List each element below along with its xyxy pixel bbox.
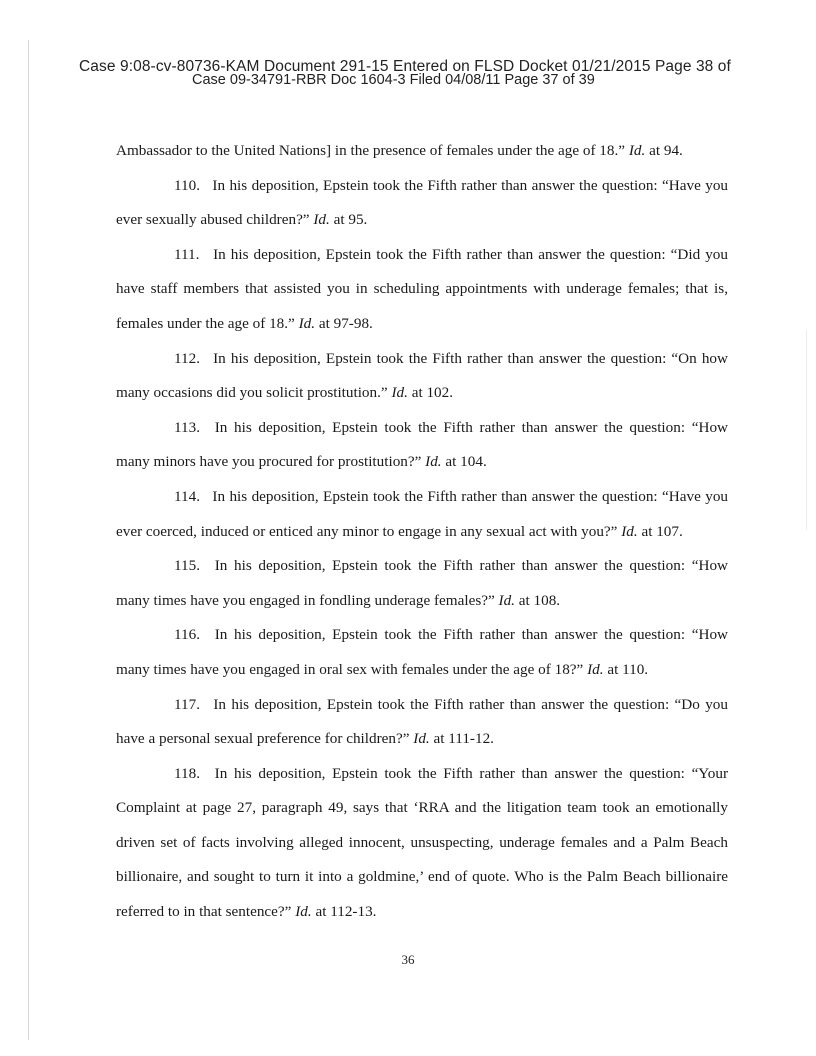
court-header-line-1: Case 9:08-cv-80736-KAM Document 291-15 Entered on FLSD Docket 01/21/2015 Page 38 of xyxy=(79,58,731,75)
id-citation: Id. xyxy=(587,660,604,678)
id-citation: Id. xyxy=(413,730,430,748)
paragraph-number: 114. xyxy=(174,487,201,505)
paragraph-text: In his deposition, Epstein took the Fifth rather than answer the question: “Your Complaint at page 27, paragraph 49, says that ‘RRA and the litigation team took an emotionally driven set of facts involving alleged innocent, unsuspecting, underage females and a Palm Beach billionaire, and sought to turn it into a goldmine,’ end of quote. Who is the Palm Beach billionaire referred to in that sentence?” xyxy=(116,764,729,921)
page-cite: at 94. xyxy=(649,142,683,159)
paragraph-text: In his deposition, Epstein took the Fifth rather than answer the question: “Have you ever sexually abused children?” xyxy=(116,176,729,229)
page-cite: at 102. xyxy=(411,384,454,402)
id-citation: Id. xyxy=(425,453,442,471)
numbered-paragraph xyxy=(116,618,728,687)
paragraph-text: In his deposition, Epstein took the Fifth rather than answer the question: “On how many occasions did you solicit prostitution.” xyxy=(116,349,728,402)
id-citation: Id. xyxy=(621,522,638,540)
paragraph-text: Ambassador to the United Nations] in the presence of females under the age of 18.” xyxy=(116,142,626,159)
id-citation: Id. xyxy=(628,142,646,159)
numbered-paragraph xyxy=(116,238,728,342)
page-cite: at 108. xyxy=(518,591,561,609)
page-cite: at 104. xyxy=(445,453,487,471)
paragraph-number: 117. xyxy=(174,695,201,713)
page-cite: at 97-98. xyxy=(318,314,373,332)
continuation-paragraph xyxy=(116,134,728,169)
id-citation: Id. xyxy=(295,903,312,921)
numbered-paragraph xyxy=(116,342,728,411)
paragraph-number: 116. xyxy=(174,626,201,644)
paragraph-text: In his deposition, Epstein took the Fifth rather than answer the question: “How many times have you engaged in fondling underage females?” xyxy=(116,557,728,609)
paragraph-number: 115. xyxy=(174,557,201,575)
paragraph-text: In his deposition, Epstein took the Fifth rather than answer the question: “Do you have a personal sexual preference for children?” xyxy=(116,695,728,748)
id-citation: Id. xyxy=(298,314,316,332)
numbered-paragraph xyxy=(116,169,728,238)
court-header-line-2: Case 09-34791-RBR Doc 1604-3 Filed 04/08/11 Page 37 of 39 xyxy=(192,72,595,88)
paragraph-text: In his deposition, Epstein took the Fifth rather than answer the question: “Did you have staff members that assisted you in scheduling appointments with underage females; that is, females under the age of 18.” xyxy=(116,245,728,332)
id-citation: Id. xyxy=(498,591,515,609)
paragraph-number: 110. xyxy=(174,176,201,194)
paragraph-text: In his deposition, Epstein took the Fifth rather than answer the question: “How many times have you engaged in oral sex with females under the age of 18?” xyxy=(116,626,728,678)
page-cite: at 112-13. xyxy=(315,903,377,921)
scan-edge-line-right xyxy=(806,330,807,530)
paragraph-number: 112. xyxy=(174,349,201,367)
page-cite: at 111-12. xyxy=(433,730,494,748)
numbered-paragraph xyxy=(116,757,728,930)
numbered-paragraph xyxy=(116,480,728,549)
paragraph-text: In his deposition, Epstein took the Fifth rather than answer the question: “Have you ever coerced, induced or enticed any minor to engage in any sexual act with you?” xyxy=(116,487,729,540)
page-cite: at 110. xyxy=(607,660,649,678)
paragraph-number: 111. xyxy=(174,245,200,263)
id-citation: Id. xyxy=(313,211,330,229)
numbered-paragraph xyxy=(116,688,728,757)
paragraph-number: 118. xyxy=(174,764,201,782)
paragraph-number: 113. xyxy=(174,418,201,436)
document-body xyxy=(116,134,728,930)
page-cite: at 95. xyxy=(333,211,368,229)
page-cite: at 107. xyxy=(641,522,683,540)
numbered-paragraph xyxy=(116,411,728,480)
scan-edge-line xyxy=(28,40,29,1040)
paragraph-text: In his deposition, Epstein took the Fifth rather than answer the question: “How many minors have you procured for prostitution?” xyxy=(116,418,728,471)
page-number: 36 xyxy=(401,952,415,967)
numbered-paragraph xyxy=(116,549,728,618)
id-citation: Id. xyxy=(391,384,408,402)
